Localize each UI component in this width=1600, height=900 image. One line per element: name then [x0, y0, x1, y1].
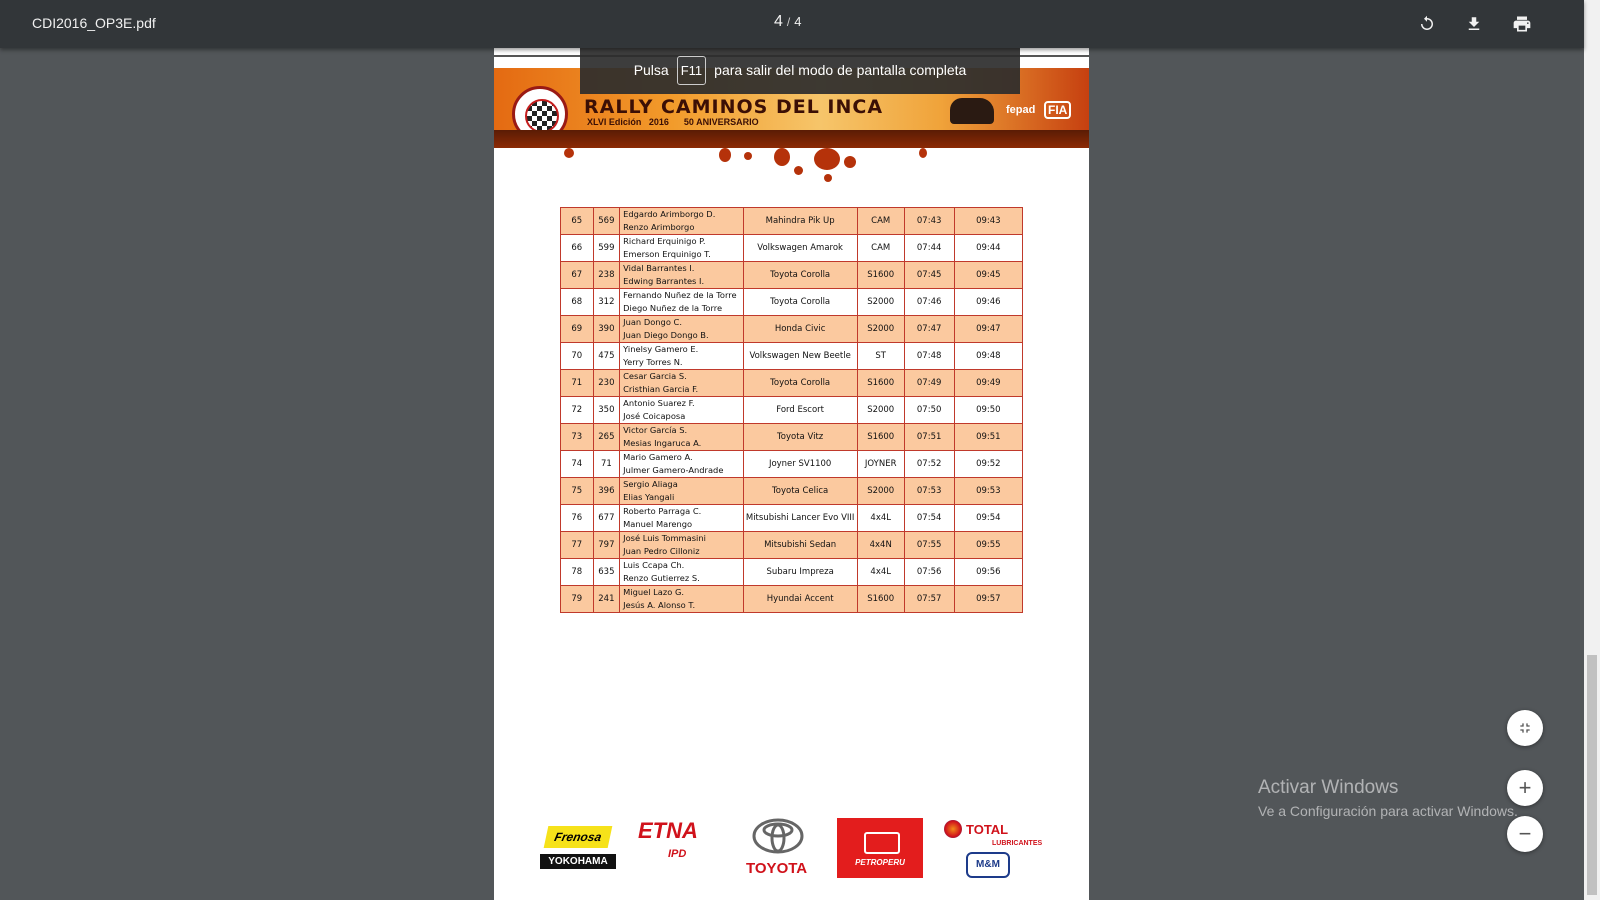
codriver-name: Jesús A. Alonso T.	[623, 600, 696, 610]
start-time-cell: 07:51	[904, 424, 954, 451]
car-model-cell: Subaru Impreza	[743, 559, 857, 586]
mm-logo: M&M	[966, 852, 1010, 878]
driver-name: Luis Ccapa Ch.	[623, 560, 685, 570]
paint-splatter	[719, 148, 731, 162]
petroperu-label: PETROPERU	[855, 858, 905, 867]
car-number-cell: 599	[593, 235, 620, 262]
car-model-cell: Mitsubishi Sedan	[743, 532, 857, 559]
ipd-logo: IPD	[668, 848, 687, 860]
car-model-cell: Mahindra Pik Up	[743, 208, 857, 235]
start-time-cell: 07:44	[904, 235, 954, 262]
car-number-cell: 677	[593, 505, 620, 532]
codriver-name: Cristhian Garcia F.	[623, 384, 699, 394]
table-row	[561, 208, 1023, 235]
print-button[interactable]	[1508, 10, 1536, 38]
download-button[interactable]	[1460, 10, 1488, 38]
car-number-cell: 396	[593, 478, 620, 505]
driver-name: Antonio Suarez F.	[623, 398, 695, 408]
start-time-cell: 07:56	[904, 559, 954, 586]
drivers-cell	[620, 397, 743, 424]
start-time-cell: 07:50	[904, 397, 954, 424]
class-cell: S1600	[857, 370, 904, 397]
table-row	[561, 586, 1023, 613]
finish-time-cell: 09:53	[954, 478, 1022, 505]
car-model-cell: Volkswagen Amarok	[743, 235, 857, 262]
position-cell: 75	[561, 478, 594, 505]
position-cell: 77	[561, 532, 594, 559]
class-cell: ST	[857, 343, 904, 370]
yokohama-logo: YOKOHAMA	[540, 854, 616, 869]
etna-logo: ETNA	[638, 818, 698, 843]
driver-name: José Luis Tommasini	[623, 533, 706, 543]
paint-splatter	[794, 166, 803, 175]
drivers-cell	[620, 451, 743, 478]
driver-name: Miguel Lazo G.	[623, 587, 685, 597]
position-cell: 79	[561, 586, 594, 613]
finish-time-cell: 09:55	[954, 532, 1022, 559]
car-number-cell: 635	[593, 559, 620, 586]
drivers-cell	[620, 208, 743, 235]
finish-time-cell: 09:51	[954, 424, 1022, 451]
drivers-cell	[620, 289, 743, 316]
sponsor-logos	[534, 818, 1054, 888]
driver-name: Juan Dongo C.	[623, 317, 682, 327]
drivers-cell	[620, 235, 743, 262]
driver-name: Richard Erquinigo P.	[623, 236, 706, 246]
rally-edition: XLVI Edición 2016 50 ANIVERSARIO	[587, 117, 759, 127]
drivers-cell	[620, 559, 743, 586]
codriver-name: Juan Pedro Cilloniz	[623, 546, 700, 556]
driver-name: Fernando Nuñez de la Torre	[623, 290, 737, 300]
position-cell: 68	[561, 289, 594, 316]
class-cell: 4x4L	[857, 559, 904, 586]
paint-splatter	[919, 148, 927, 158]
class-cell: CAM	[857, 235, 904, 262]
paint-splatter	[744, 152, 752, 160]
car-number-cell: 569	[593, 208, 620, 235]
car-model-cell: Ford Escort	[743, 397, 857, 424]
page-indicator	[774, 13, 801, 31]
class-cell: S2000	[857, 316, 904, 343]
table-row	[561, 424, 1023, 451]
finish-time-cell: 09:43	[954, 208, 1022, 235]
car-model-cell: Hyundai Accent	[743, 586, 857, 613]
table-row	[561, 397, 1023, 424]
driver-name: Victor García S.	[623, 425, 688, 435]
paint-splatter	[844, 156, 856, 168]
start-time-cell: 07:53	[904, 478, 954, 505]
rally-car-icon	[950, 98, 994, 124]
finish-time-cell: 09:57	[954, 586, 1022, 613]
codriver-name: Renzo Gutierrez S.	[623, 573, 700, 583]
class-cell: S1600	[857, 424, 904, 451]
pdf-page	[494, 48, 1089, 900]
position-cell: 74	[561, 451, 594, 478]
car-model-cell: Joyner SV1100	[743, 451, 857, 478]
watermark-title: Activar Windows	[1258, 777, 1399, 798]
drivers-cell	[620, 343, 743, 370]
rally-title: RALLY CAMINOS DEL INCA	[584, 96, 884, 118]
codriver-name: Manuel Marengo	[623, 519, 693, 529]
drivers-cell	[620, 316, 743, 343]
tooltip-key: F11	[677, 56, 706, 85]
finish-time-cell: 09:47	[954, 316, 1022, 343]
drivers-cell	[620, 478, 743, 505]
codriver-name: Elias Yangali	[623, 492, 675, 502]
plus-icon: +	[1518, 775, 1532, 800]
finish-time-cell: 09:50	[954, 397, 1022, 424]
current-page[interactable]: 4	[774, 13, 783, 30]
table-row	[561, 370, 1023, 397]
banner-lower-band	[494, 130, 1089, 148]
codriver-name: Renzo Arimborgo	[623, 222, 695, 232]
vertical-scrollbar[interactable]	[1584, 0, 1600, 900]
fia-logo: FIA	[1044, 101, 1071, 119]
position-cell: 78	[561, 559, 594, 586]
rotate-button[interactable]	[1413, 10, 1441, 38]
car-model-cell: Toyota Vitz	[743, 424, 857, 451]
codriver-name: Diego Nuñez de la Torre	[623, 303, 723, 313]
scrollbar-thumb[interactable]	[1587, 655, 1597, 895]
petroperu-logo	[837, 818, 923, 878]
table-row	[561, 343, 1023, 370]
print-icon	[1512, 14, 1532, 34]
car-model-cell: Toyota Celica	[743, 478, 857, 505]
fepad-logo: fepad	[1006, 104, 1036, 116]
finish-time-cell: 09:44	[954, 235, 1022, 262]
car-number-cell: 71	[593, 451, 620, 478]
start-time-cell: 07:47	[904, 316, 954, 343]
car-model-cell: Toyota Corolla	[743, 370, 857, 397]
class-cell: 4x4N	[857, 532, 904, 559]
rotate-icon	[1418, 15, 1436, 33]
start-time-cell: 07:46	[904, 289, 954, 316]
table-row	[561, 532, 1023, 559]
start-time-cell: 07:52	[904, 451, 954, 478]
table-row	[561, 289, 1023, 316]
table-row	[561, 559, 1023, 586]
class-cell: S1600	[857, 262, 904, 289]
start-time-cell: 07:43	[904, 208, 954, 235]
car-model-cell: Toyota Corolla	[743, 262, 857, 289]
total-logo: TOTAL	[966, 822, 1009, 837]
drivers-cell	[620, 424, 743, 451]
minus-icon: −	[1518, 821, 1532, 846]
position-cell: 66	[561, 235, 594, 262]
car-number-cell: 238	[593, 262, 620, 289]
codriver-name: Yerry Torres N.	[623, 357, 683, 367]
car-model-cell: Toyota Corolla	[743, 289, 857, 316]
car-number-cell: 230	[593, 370, 620, 397]
paint-splatter	[824, 174, 832, 182]
car-number-cell: 390	[593, 316, 620, 343]
drivers-cell	[620, 370, 743, 397]
drivers-cell	[620, 262, 743, 289]
driver-name: Roberto Parraga C.	[623, 506, 702, 516]
file-name: CDI2016_OP3E.pdf	[32, 15, 156, 31]
fullscreen-exit-tooltip	[580, 46, 1020, 94]
table-row	[561, 262, 1023, 289]
watermark-subtitle: Ve a Configuración para activar Windows.	[1258, 803, 1518, 819]
start-time-cell: 07:57	[904, 586, 954, 613]
finish-time-cell: 09:52	[954, 451, 1022, 478]
table-row	[561, 235, 1023, 262]
class-cell: CAM	[857, 208, 904, 235]
car-model-cell: Honda Civic	[743, 316, 857, 343]
driver-name: Vidal Barrantes I.	[623, 263, 695, 273]
codriver-name: Emerson Erquinigo T.	[623, 249, 711, 259]
start-time-cell: 07:48	[904, 343, 954, 370]
fit-to-page-button[interactable]	[1507, 710, 1543, 746]
page-separator: /	[786, 15, 791, 29]
position-cell: 72	[561, 397, 594, 424]
finish-time-cell: 09:48	[954, 343, 1022, 370]
car-number-cell: 241	[593, 586, 620, 613]
paint-splatter	[774, 148, 790, 166]
position-cell: 67	[561, 262, 594, 289]
position-cell: 71	[561, 370, 594, 397]
codriver-name: Mesias Ingaruca A.	[623, 438, 702, 448]
pdf-toolbar	[0, 0, 1584, 48]
codriver-name: Julmer Gamero-Andrade	[623, 465, 724, 475]
class-cell: S1600	[857, 586, 904, 613]
start-time-cell: 07:45	[904, 262, 954, 289]
position-cell: 73	[561, 424, 594, 451]
finish-time-cell: 09:46	[954, 289, 1022, 316]
total-globe-icon	[944, 820, 962, 838]
fit-to-page-icon	[1517, 720, 1533, 736]
tooltip-suffix: para salir del modo de pantalla completa	[714, 62, 967, 78]
class-cell: S2000	[857, 397, 904, 424]
car-number-cell: 350	[593, 397, 620, 424]
paint-splatter	[814, 148, 840, 170]
class-cell: JOYNER	[857, 451, 904, 478]
toyota-logo: TOYOTA	[746, 860, 808, 877]
results-table	[560, 207, 1023, 613]
finish-time-cell: 09:49	[954, 370, 1022, 397]
driver-name: Edgardo Arimborgo D.	[623, 209, 716, 219]
paint-splatter	[564, 148, 574, 158]
position-cell: 70	[561, 343, 594, 370]
tooltip-prefix: Pulsa	[633, 62, 669, 78]
download-icon	[1465, 15, 1483, 33]
finish-time-cell: 09:45	[954, 262, 1022, 289]
finish-time-cell: 09:54	[954, 505, 1022, 532]
table-row	[561, 316, 1023, 343]
codriver-name: José Coicaposa	[623, 411, 686, 421]
position-cell: 69	[561, 316, 594, 343]
car-number-cell: 797	[593, 532, 620, 559]
toyota-emblem-icon	[752, 818, 804, 854]
start-time-cell: 07:49	[904, 370, 954, 397]
car-number-cell: 475	[593, 343, 620, 370]
car-model-cell: Mitsubishi Lancer Evo VIII	[743, 505, 857, 532]
driver-name: Mario Gamero A.	[623, 452, 693, 462]
finish-time-cell: 09:56	[954, 559, 1022, 586]
table-row	[561, 451, 1023, 478]
total-pages: 4	[794, 14, 802, 29]
start-time-cell: 07:55	[904, 532, 954, 559]
zoom-out-button[interactable]	[1507, 816, 1543, 852]
drivers-cell	[620, 505, 743, 532]
total-lubricantes: LUBRICANTES	[992, 840, 1043, 847]
codriver-name: Juan Diego Dongo B.	[623, 330, 709, 340]
car-model-cell: Volkswagen New Beetle	[743, 343, 857, 370]
class-cell: 4x4L	[857, 505, 904, 532]
car-number-cell: 312	[593, 289, 620, 316]
class-cell: S2000	[857, 289, 904, 316]
windows-activation-watermark	[1258, 777, 1518, 819]
driver-name: Sergio Aliaga	[623, 479, 678, 489]
position-cell: 65	[561, 208, 594, 235]
frenosa-logo: Frenosa	[544, 826, 613, 848]
class-cell: S2000	[857, 478, 904, 505]
petroperu-emblem-icon	[864, 832, 900, 854]
start-time-cell: 07:54	[904, 505, 954, 532]
driver-name: Yinelsy Gamero E.	[623, 344, 699, 354]
table-row	[561, 478, 1023, 505]
codriver-name: Edwing Barrantes I.	[623, 276, 705, 286]
position-cell: 76	[561, 505, 594, 532]
drivers-cell	[620, 586, 743, 613]
car-number-cell: 265	[593, 424, 620, 451]
driver-name: Cesar Garcia S.	[623, 371, 687, 381]
table-row	[561, 505, 1023, 532]
drivers-cell	[620, 532, 743, 559]
